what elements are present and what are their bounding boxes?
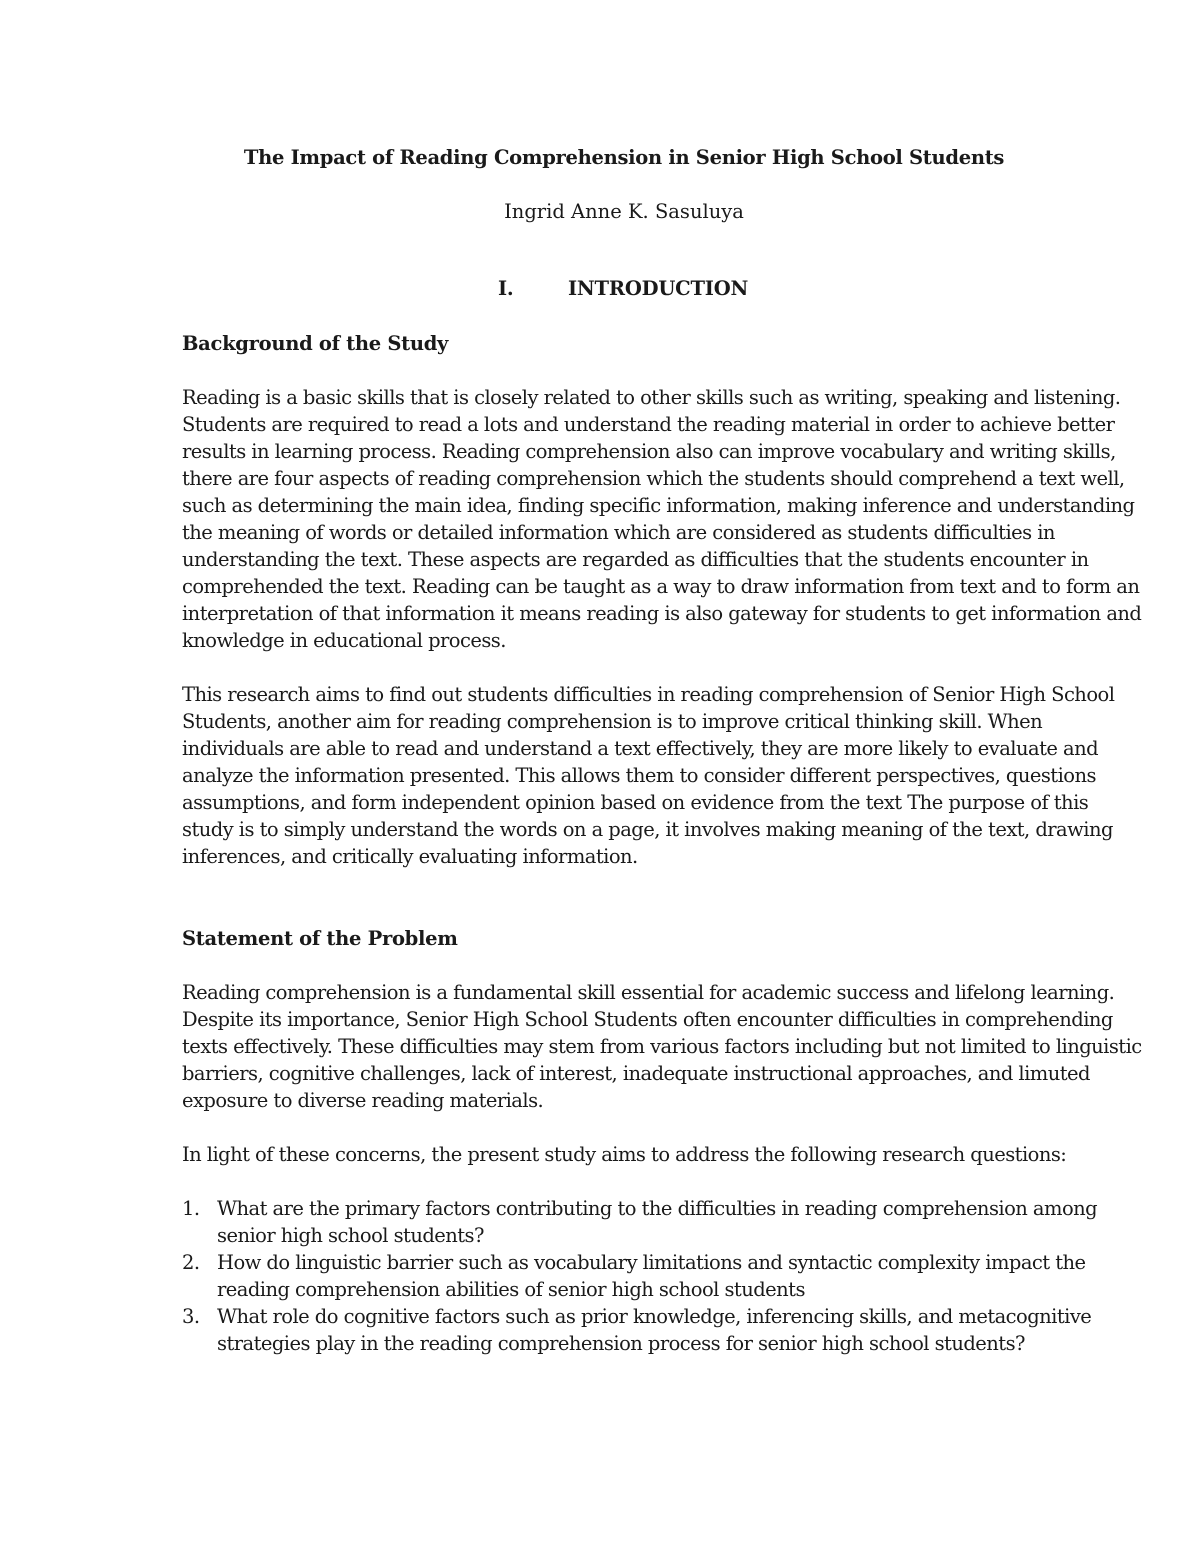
section-title: INTRODUCTION: [568, 277, 749, 300]
list-item-number: 1.: [182, 1197, 200, 1220]
list-item-number: 2.: [182, 1251, 200, 1274]
section-number: I.: [498, 277, 514, 300]
list-item-text: What are the primary factors contributing to the difficulties in reading comprehension among senior high school students?: [217, 1197, 1098, 1247]
problem-paragraph-1: Reading comprehension is a fundamental skill essential for academic success and lifelong learning. Despite its importance, Senior High School Students often encounter difficulties in comprehending texts effectively. These difficulties may stem from various factors including but not limited to linguistic barriers, cognitive challenges, lack of interest, inadequate instructional approaches, and limuted exposure to diverse reading materials.: [182, 981, 1142, 1112]
list-item-number: 3.: [182, 1305, 200, 1328]
author-name: Ingrid Anne K. Sasuluya: [504, 200, 744, 223]
background-heading: Background of the Study: [182, 332, 449, 355]
list-item-text: How do linguistic barrier such as vocabulary limitations and syntactic complexity impact the reading comprehension abilities of senior high school students: [217, 1251, 1086, 1301]
document-title: The Impact of Reading Comprehension in Senior High School Students: [243, 146, 1005, 169]
list-item-text: What role do cognitive factors such as prior knowledge, inferencing skills, and metacognitive strategies play in the reading comprehension process for senior high school students?: [217, 1305, 1092, 1355]
research-questions-list: [182, 1195, 1142, 1357]
problem-paragraph-2: In light of these concerns, the present study aims to address the following research questions:: [182, 1143, 1067, 1166]
list-item: [182, 1195, 1142, 1249]
document-page: [182, 140, 1142, 1357]
background-paragraph-1: Reading is a basic skills that is closely related to other skills such as writing, speaking and listening. Students are required to read a lots and understand the reading material in order to achieve better results in learning process. Reading comprehension also can improve vocabulary and writing skills, there are four aspects of reading comprehension which the students should comprehend a text well, such as determining the main idea, finding specific information, making inference and understanding the meaning of words or detailed information which are considered as students difficulties in understanding the text. These aspects are regarded as difficulties that the students encounter in comprehended the text. Reading can be taught as a way to draw information from text and to form an interpretation of that information it means reading is also gateway for students to get information and knowledge in educational process.: [182, 386, 1142, 652]
background-paragraph-2: This research aims to find out students difficulties in reading comprehension of Senior High School Students, another aim for reading comprehension is to improve critical thinking skill. When individuals are able to read and understand a text effectively, they are more likely to evaluate and analyze the information presented. This allows them to consider different perspectives, questions assumptions, and form independent opinion based on evidence from the text The purpose of this study is to simply understand the words on a page, it involves making meaning of the text, drawing inferences, and critically evaluating information.: [182, 683, 1115, 868]
list-item: [182, 1303, 1142, 1357]
list-item: [182, 1249, 1142, 1303]
section-heading: [498, 275, 1142, 302]
problem-heading: Statement of the Problem: [182, 927, 458, 950]
